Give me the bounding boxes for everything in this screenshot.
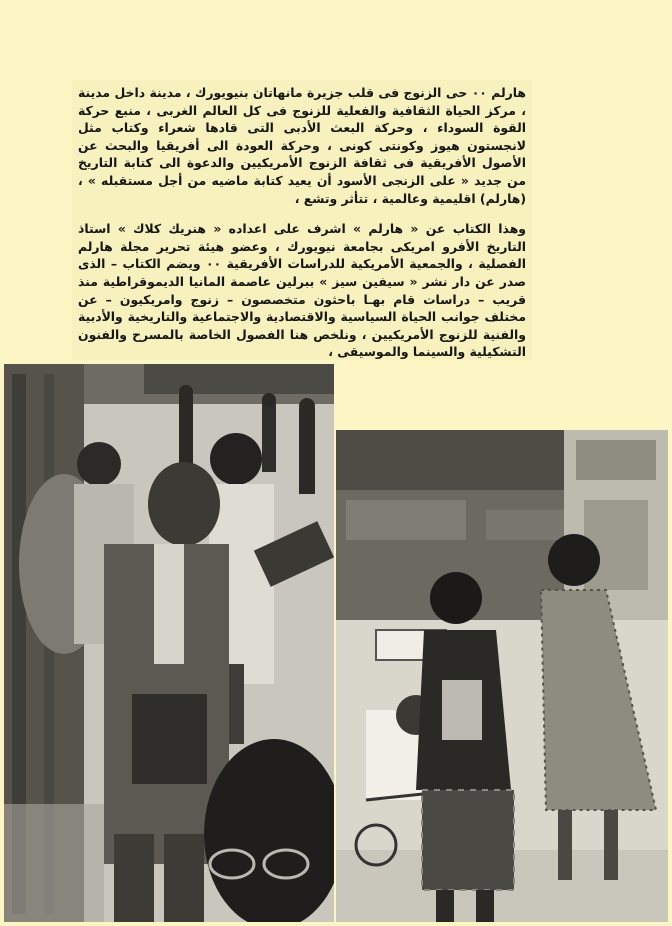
stroller-scene-image xyxy=(336,430,668,922)
article-text-block xyxy=(72,80,532,360)
article-paragraph-2: وهذا الكتاب عن « هارلم » اشرف على اعداده « هنريك كلاك » استاذ التاريخ الأفرو امريكى بجامعة نيويورك ، وعضو هيئة تحرير مجلة هارلم الفصلية ، والجمعية الأمريكية للدراسات الأفريقية ٠٠ ويضم الكتاب – الذى صدر عن دار نشر « سيفين سيز » ببرلين عاصمة المانيا الديموقراطية منذ قريب – دراسات قام بهـا باحثون متخصصون – زنوج وامريكيون – عن مختلف جوانب الحياة السياسية والاقتصادية والاجتماعية والتاريخية والأدبية والفنية للزنوج الأمريكيين ، ونلخص هنا الفصول الخاصة بالمسرح والفنون التشكيلية والسينما والموسيقى ، xyxy=(78,221,526,360)
street-scene-image xyxy=(4,364,334,922)
street-scene-children-with-books-photo xyxy=(4,364,334,922)
article-paragraph-1: هارلم ٠٠ حى الزنوج فى قلب جزيرة مانهاتان بنيويورك ، مدينة داخل مدينة ، مركز الحياة الثقافية والفعلية للزنوج فى كل العالم الغربى ، منبع حركة القوة السوداء ، وحركة البعث الأدبى التى قادها شعراء وكتاب مثل لانجستون هيوز وكونتى كونى ، وحركة العودة الى أفريقيا والبحث عن الأصول الأفريقية فى ثقافة الزنوج الأمريكيين والدعوة الى كتابة التاريخ من جديد « على الزنجى الأسود أن يعيد كتابة ماضيه من أجل مستقبله » ، (هارلم) اقليمية وعالمية ، تتأثر وتشع ، xyxy=(78,85,526,206)
women-with-baby-stroller-photo xyxy=(336,430,668,922)
